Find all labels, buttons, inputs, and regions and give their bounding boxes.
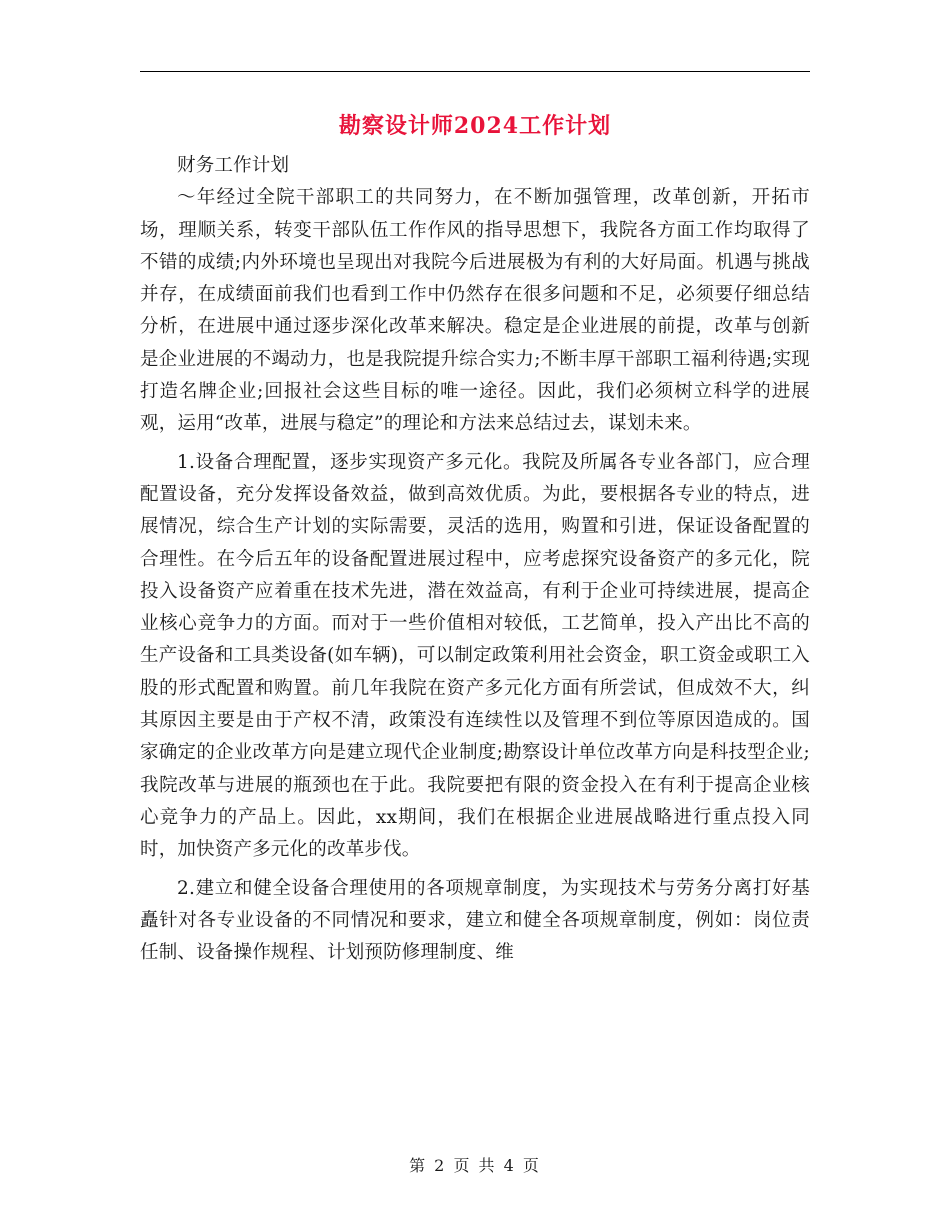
- page-number: 第 2 页 共 4 页: [409, 1156, 541, 1175]
- body-paragraph-item-1: 1.设备合理配置，逐步实现资产多元化。我院及所属各专业各部门，应合理配置设备，充分发挥设备效益，做到高效优质。为此，要根据各专业的特点，进展情况，综合生产计划的实际需要，灵活的选用，购置和引进，保证设备配置的合理性。在今后五年的设备配置进展过程中，应考虑探究设备资产的多元化，院投入设备资产应着重在技术先进，潜在效益高，有利于企业可持续进展，提高企业核心竞争力的方面。而对于一些价值相对较低，工艺简单，投入产出比不高的生产设备和工具类设备(如车辆)，可以制定政策利用社会资金，职工资金或职工入股的形式配置和购置。前几年我院在资产多元化方面有所尝试，但成效不大，纠其原因主要是由于产权不清，政策没有连续性以及管理不到位等原因造成的。国家确定的企业改革方向是建立现代企业制度;勘察设计单位改革方向是科技型企业;我院改革与进展的瓶颈也在于此。我院要把有限的资金投入在有利于提高企业核心竞争力的产品上。因此，xx期间，我们在根据企业进展战略进行重点投入同时，加快资产多元化的改革步伐。: [140, 451, 810, 861]
- document-title: 勘察设计师2024工作计划: [338, 113, 612, 139]
- body-paragraph-intro: ～年经过全院干部职工的共同努力，在不断加强管理，改革创新，开拓市场，理顺关系，转变干部队伍工作作风的指导思想下，我院各方面工作均取得了不错的成绩;内外环境也呈现出对我院今后进展极为有利的大好局面。机遇与挑战并存，在成绩面前我们也看到工作中仍然存在很多问题和不足，必须要仔细总结分析，在进展中通过逐步深化改革来解决。稳定是企业进展的前提，改革与创新是企业进展的不竭动力，也是我院提升综合实力;不断丰厚干部职工福利待遇;实现打造名牌企业;回报社会这些目标的唯一途径。因此，我们必须树立科学的进展观，运用“改革，进展与稳定”的理论和方法来总结过去，谋划未来。: [140, 187, 810, 435]
- body-paragraph-item-2: 2.建立和健全设备合理使用的各项规章制度，为实现技术与劳务分离打好基矗针对各专业设备的不同情况和要求，建立和健全各项规章制度，例如：岗位责任制、设备操作规程、计划预防修理制度、维: [140, 877, 810, 964]
- document-body: [140, 150, 810, 969]
- section-heading: 财务工作计划: [177, 155, 290, 176]
- header-rule: [140, 71, 810, 72]
